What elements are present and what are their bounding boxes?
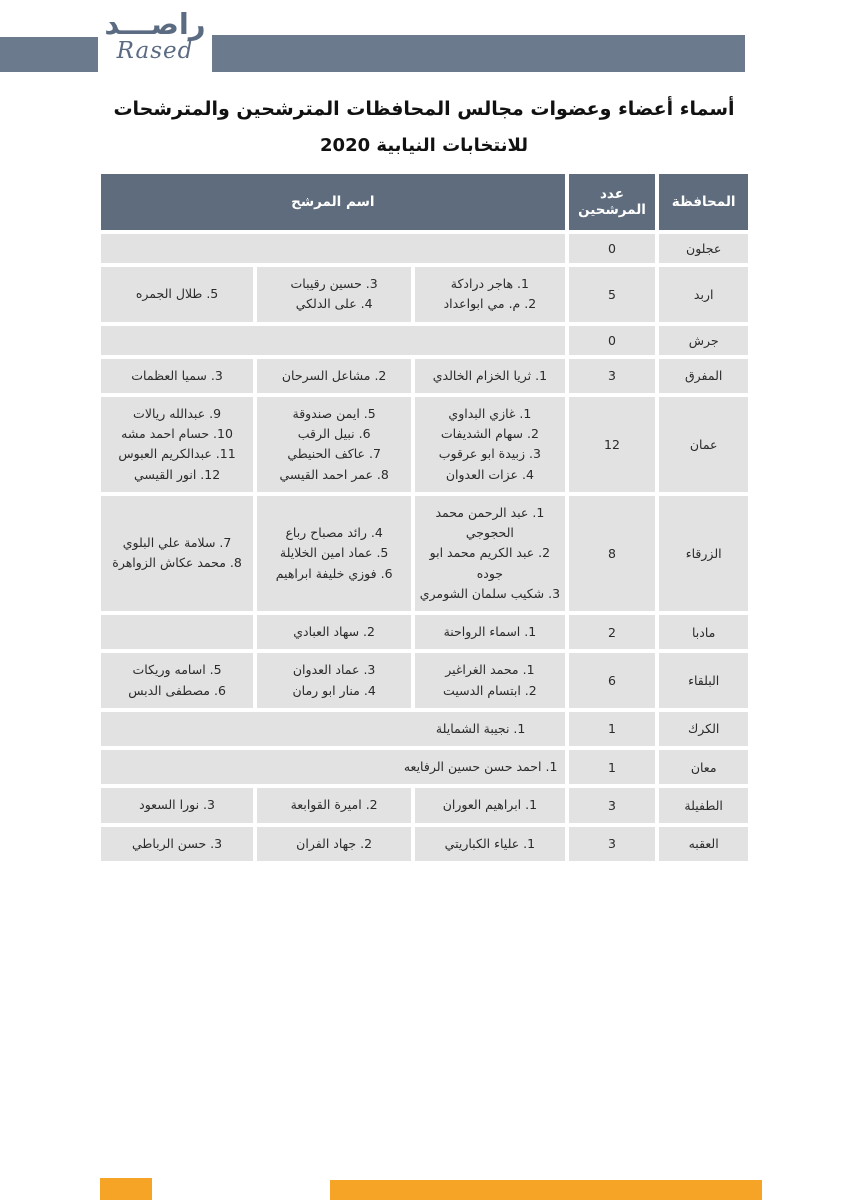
candidate-name: 4. منار ابو رمان [292,682,376,698]
table-row [101,712,748,746]
count-cell: 6 [569,653,656,708]
table-row [101,359,748,393]
table-row [101,326,748,355]
candidate-name: 1. اسماء الرواحنة [443,624,537,639]
candidate-name: 11. عبدالكريم العبوس [118,446,236,462]
merged-name-cell [101,234,565,263]
candidate-name: 6. مصطفى الدبس [128,682,226,698]
candidate-name: 5. طلال الجمره [135,286,219,302]
candidate-name: 4. رائد مصباح رباع [285,525,383,540]
name-cell [415,788,564,822]
merged-name-cell [101,750,565,784]
candidate-name: 2. اميرة القوابعة [290,797,378,813]
header-candidate-name: اسم المرشح [101,174,565,230]
name-cell [415,397,564,492]
candidate-name: 3. عماد العدوان [292,662,376,678]
candidate-name: 1. ثريا الخزام الخالدي [432,367,548,383]
candidate-name: 2. سهام الشديفات [440,426,539,441]
governorate-cell: العقبه [659,827,748,861]
count-cell: 12 [569,397,656,492]
governorate-cell: الطفيلة [659,788,748,822]
candidate-name: 8. محمد عكاش الزواهرة [112,555,242,571]
name-cell [257,397,411,492]
governorate-cell: المفرق [659,359,748,393]
candidate-name: 3. حسن الرباطي [132,835,223,851]
governorate-cell: معان [659,750,748,784]
candidate-name: 2. جهاد الفران [296,835,373,851]
governorate-cell: البلقاء [659,653,748,708]
candidate-name: 1. محمد الغراغير [445,662,535,678]
footer-orange-square [100,1178,152,1200]
count-cell: 5 [569,267,656,322]
candidates-table [97,170,752,865]
candidate-name: 7. سلامة علي البلوي [122,535,232,551]
candidate-name: 2. م. مي ابواعداد [443,296,537,312]
table-row [101,267,748,322]
count-cell: 2 [569,615,656,649]
candidate-name: 1. هاجر درادكة [450,276,529,291]
table-header [101,174,748,230]
candidate-name: 5. ايمن صندوقة [292,405,376,421]
merged-name-cell [101,712,565,746]
rased-logo-arabic: راصـــد [104,7,206,41]
name-cell [101,496,253,611]
footer-orange-bar [330,1180,762,1200]
header-count: عدد المرشحين [569,174,656,230]
candidate-name: 4. على الدلكي [295,296,373,312]
count-cell: 0 [569,234,656,263]
governorate-cell: جرش [659,326,748,355]
name-cell [101,267,253,322]
merged-name-cell [101,326,565,355]
name-cell [101,827,253,861]
page-header [0,0,848,88]
count-cell: 1 [569,750,656,784]
candidate-name: 5. اسامه وريكات [132,662,222,678]
header-left-bar [0,37,98,72]
rased-logo [98,8,212,64]
header-governorate: المحافظة [659,174,748,230]
candidate-name: 4. عزات العدوان [445,466,534,482]
count-cell: 3 [569,827,656,861]
name-cell [257,827,411,861]
governorate-cell: عمان [659,397,748,492]
governorate-cell: الزرقاء [659,496,748,611]
candidate-name: 3. سميا العظمات [131,367,223,383]
candidate-name: 2. مشاعل السرحان [281,367,387,383]
candidate-name: 1. ابراهيم العوران [442,797,538,813]
candidate-name: 7. عاكف الحنيطي [287,446,381,462]
title-line-1: أسماء أعضاء وعضوات مجالس المحافظات المترشحين والمترشحات [113,98,735,120]
candidate-name: 8. عمر احمد القيسي [279,466,389,482]
count-cell: 3 [569,788,656,822]
table-row [101,397,748,492]
table-row [101,827,748,861]
name-cell [257,359,411,393]
candidate-name: 6. نبيل الرقب [297,426,371,441]
name-cell [415,827,564,861]
candidate-name: 1. احمد حسن حسين الرفايعه [403,759,558,774]
table-row [101,653,748,708]
count-cell: 8 [569,496,656,611]
document-title [100,98,748,156]
name-cell [101,653,253,708]
name-cell [415,653,564,708]
count-cell: 0 [569,326,656,355]
name-cell [101,397,253,492]
name-cell [101,359,253,393]
name-cell [415,496,564,611]
title-line-2: للانتخابات النيابية 2020 [320,135,528,156]
candidate-name: 10. حسام احمد مشه [121,426,233,441]
candidate-name: 3. زبيدة ابو عرقوب [438,446,541,462]
name-cell [101,615,253,649]
governorate-cell: عجلون [659,234,748,263]
candidate-name: 2. عبد الكريم محمد ابو جوده [429,545,551,581]
name-cell [415,615,564,649]
name-group [401,719,561,739]
candidate-name: 3. شكيب سلمان الشومري [419,585,561,601]
name-group [401,757,561,777]
candidate-name: 9. عبدالله ريالات [133,405,222,421]
governorate-cell: الكرك [659,712,748,746]
candidate-name: 12. انور القيسي [133,466,221,482]
candidate-name: 2. ابتسام الدسيت [443,682,537,698]
candidate-name: 1. نجيبة الشمايلة [435,720,526,736]
candidate-name: 2. سهاد العبادي [293,624,375,639]
header-main-bar [212,35,745,72]
table-row [101,234,748,263]
candidate-name: 1. علياء الكباريتي [444,835,536,851]
name-cell [415,359,564,393]
candidate-name: 1. غازي البداوي [448,405,532,421]
name-cell [257,615,411,649]
name-cell [257,496,411,611]
table-row [101,615,748,649]
count-cell: 1 [569,712,656,746]
name-cell [257,267,411,322]
rased-logo-latin: Rased [116,38,194,65]
name-cell [257,788,411,822]
governorate-cell: مادبا [659,615,748,649]
name-cell [415,267,564,322]
candidate-name: 3. حسين رقيبات [290,276,378,291]
table-row [101,496,748,611]
name-cell [101,788,253,822]
candidate-name: 6. فوزي خليفة ابراهيم [275,565,393,581]
table-header-row [101,174,748,230]
count-cell: 3 [569,359,656,393]
candidate-name: 5. عماد امين الخلايلة [279,545,389,561]
candidate-name: 1. عبد الرحمن محمد الحجوجي [435,504,545,540]
candidate-name: 3. نورا السعود [139,797,215,813]
candidates-table-body [101,234,748,861]
governorate-cell: اربد [659,267,748,322]
table-row [101,750,748,784]
name-cell [257,653,411,708]
table-row [101,788,748,822]
